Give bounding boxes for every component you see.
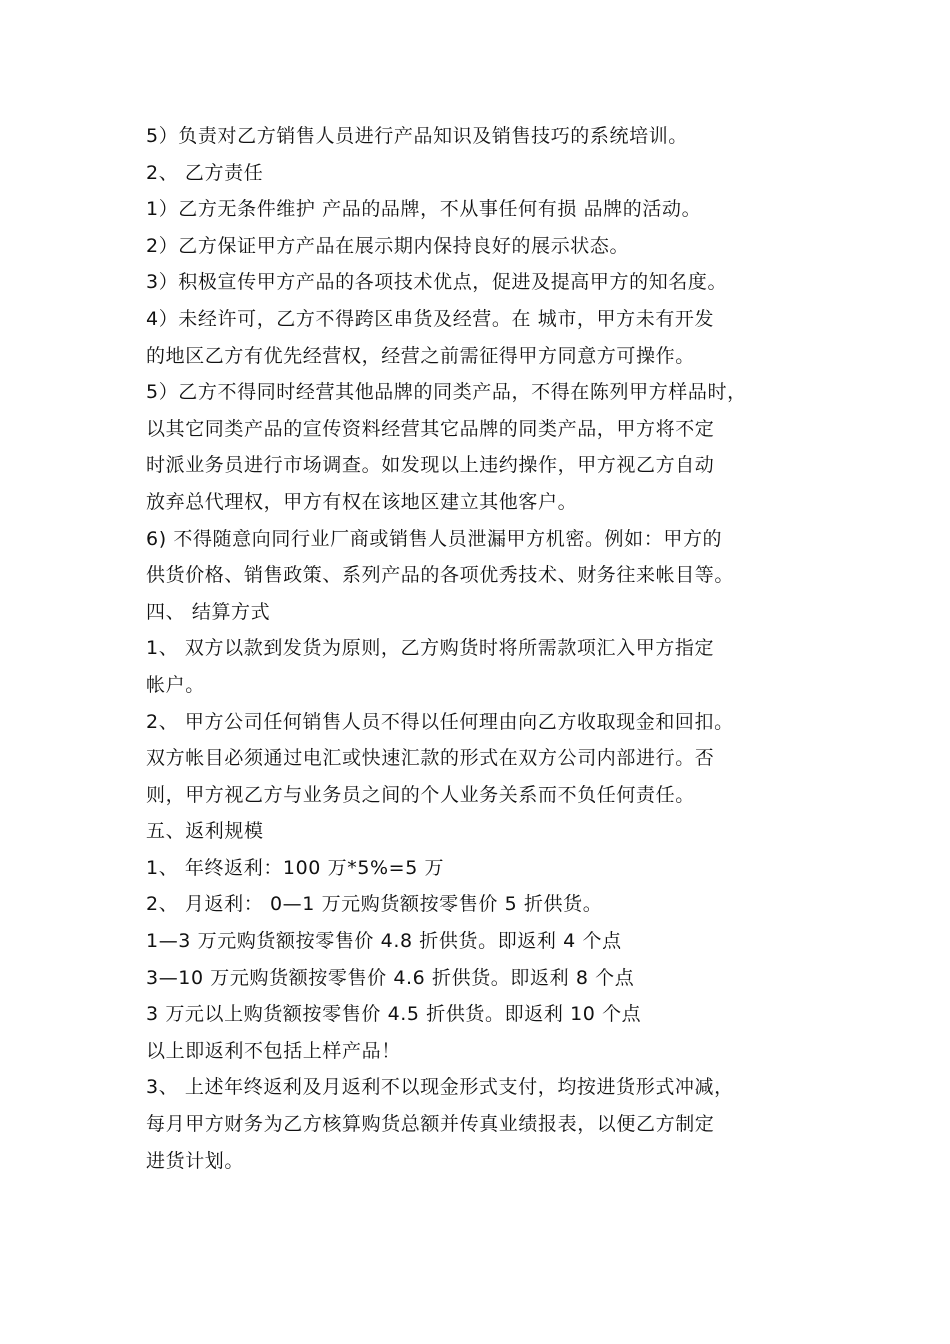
text-line: 6) 不得随意向同行业厂商或销售人员泄漏甲方机密。例如：甲方的 (146, 527, 723, 550)
text-line: 以其它同类产品的宣传资料经营其它品牌的同类产品，甲方将不定 (146, 417, 715, 440)
document-body (146, 118, 836, 1179)
text-line: 每月甲方财务为乙方核算购货总额并传真业绩报表，以便乙方制定 (146, 1113, 715, 1136)
text-line: 3）积极宣传甲方产品的各项技术优点，促进及提高甲方的知名度。 (146, 271, 728, 294)
text-line: 1、 双方以款到发货为原则，乙方购货时将所需款项汇入甲方指定 (146, 637, 715, 660)
text-line: 3—10 万元购货额按零售价 4.6 折供货。即返利 8 个点 (146, 966, 635, 989)
text-line: 2、 甲方公司任何销售人员不得以任何理由向乙方收取现金和回扣。 (146, 710, 734, 733)
section-heading: 五、返利规模 (146, 820, 264, 843)
text-line: 帐户。 (146, 673, 205, 696)
text-line: 1—3 万元购货额按零售价 4.8 折供货。即返利 4 个点 (146, 930, 622, 953)
text-line: 2）乙方保证甲方产品在展示期内保持良好的展示状态。 (146, 234, 630, 257)
text-line: 则，甲方视乙方与业务员之间的个人业务关系而不负任何责任。 (146, 783, 695, 806)
text-line: 双方帐目必须通过电汇或快速汇款的形式在双方公司内部进行。否 (146, 747, 715, 770)
text-line: 3、 上述年终返利及月返利不以现金形式支付，均按进货形式冲减， (146, 1076, 734, 1099)
text-line: 以上即返利不包括上样产品！ (146, 1039, 401, 1062)
text-line: 进货计划。 (146, 1149, 245, 1172)
text-line: 供货价格、销售政策、系列产品的各项优秀技术、财务往来帐目等。 (146, 564, 735, 587)
text-line: 2、 月返利： 0—1 万元购货额按零售价 5 折供货。 (146, 893, 603, 916)
text-line: 4）未经许可，乙方不得跨区串货及经营。在 城市，甲方未有开发 (146, 307, 715, 330)
text-line: 1、 年终返利：100 万*5%=5 万 (146, 856, 445, 879)
text-line: 时派业务员进行市场调查。如发现以上违约操作，甲方视乙方自动 (146, 454, 715, 477)
text-line: 放弃总代理权，甲方有权在该地区建立其他客户。 (146, 490, 578, 513)
text-line: 的地区乙方有优先经营权，经营之前需征得甲方同意方可操作。 (146, 344, 695, 367)
section-heading: 2、 乙方责任 (146, 161, 264, 184)
section-heading: 四、 结算方式 (146, 600, 271, 623)
text-line: 5）负责对乙方销售人员进行产品知识及销售技巧的系统培训。 (146, 125, 688, 147)
text-line: 3 万元以上购货额按零售价 4.5 折供货。即返利 10 个点 (146, 1003, 642, 1026)
text-line: 1）乙方无条件维护 产品的品牌，不从事任何有损 品牌的活动。 (146, 198, 702, 221)
text-line: 5）乙方不得同时经营其他品牌的同类产品，不得在陈列甲方样品时， (146, 381, 747, 404)
